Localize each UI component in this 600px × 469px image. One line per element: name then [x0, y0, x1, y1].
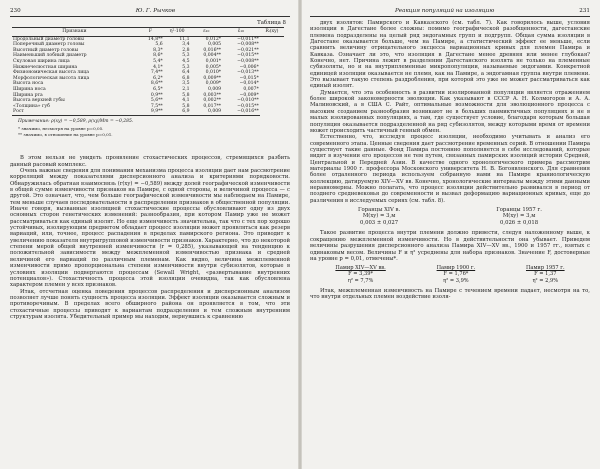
- paragraph: Естественно, что, исследуя процесс изоляции, необходимо учитывать и анализ его современного этапа. Ценные сведения дает рассмотрение временных серий. В отношении Памира существует такие данные. Фонд Памира постоянно пополняется в себе исследований, которые видят в изучении его процессов не тем путем, связанных памирских изоляций истории Средней, Центральной и Передней Азии. В качестве одного хронологического примера рассмотрим материалы 1900 г. профессора Московского университета Н. В. Богоявленского. Для сравнения более отдаленного периода используем собранную нами на Памире краниологическую коллекцию, датируемую XIV—XV вв. Конечно, хронологические интервалы между этими данными неравномерны. Можно полагать, что процесс изоляции действительно развивался в период от позднего средневековья до современности и вызвал деформацию вариационных кривых, еще до различения в исследуемых сериях (см. табл. 8).: [310, 134, 590, 204]
- comparison-value: F = 1,37: [534, 271, 557, 278]
- table-row: [12, 109, 284, 115]
- paragraph: Думается, что эта особенность в развитии изолированной популяции является отражением более широкой закономерности эволюции. Как указывают в СССР А. Н. Колмогоров и А. А. Малиновский, а в США С. Райт, оптимальные возможности для эволюционного процесса с высоким созданием разнообразия возникают не в больших панмиктичных популяциях и не в малых изолированных популяциях, а там, где существует условие, благодаря которым большая популяция оказывается подразделенной на ряд субизолятов, между которыми время от времени может происходить частичный генный обмен.: [310, 89, 590, 134]
- table-header-row: [12, 28, 284, 37]
- table-cell: 3,5: [182, 81, 190, 87]
- paragraph: Итак, отсчетная оценка поведения процессов распределения и дисперсионным анализом позволяет лучше понять сущность процесса изоляции. Эффект изоляции оказывается сложным и противоречивым. В пределах всего обширного района он проявляется в том, что эти стохастичные процессы приводят к вариантам подразделения и тем сложным внутренним структурам изолята. Убедительный пример мы находим, вернувшись к сравнению: [10, 288, 290, 320]
- comparison-value: M(xy) = 3,м: [362, 213, 396, 220]
- table-cell: −0,013**: [237, 70, 259, 76]
- table-cell: 7,5**: [150, 103, 163, 109]
- table-cell: −0,008**: [237, 58, 259, 64]
- comparison-value: F = 1,76*: [443, 271, 469, 278]
- table-cell: 2,1: [182, 86, 190, 92]
- table-cell: −0,009*: [239, 92, 259, 98]
- paragraph: Такое развитие процесса внутри племени должно привести, следуя наложенному выше, к сокращению межплеменной изменчивости. Но в действительности она убывает. Приведем величины разрушения дисперсионного анализа Памира XIV—XV вв., 1900 и 1957 гг., взятых с одинаковым весом. Величины F и η² усреднены для набора признаков. Значение F, достоверные на уровне p = 0,01, отмечены*.: [310, 230, 590, 262]
- table-cell: 0,009**: [203, 75, 222, 81]
- table-row-label: Нижнечелюстная ширина: [13, 64, 78, 70]
- table-cell: 0,003**: [203, 92, 222, 98]
- table-cell: 7,4**: [150, 70, 163, 76]
- table-cell: 5,4*: [153, 58, 163, 64]
- paragraph: В этом нельзя не увидеть проявление стохастических процессов, стремящихся разбить данный расовый комплекс.: [10, 155, 290, 168]
- table-cell: 6,8: [182, 75, 190, 81]
- comparison-label: Горанцы 1957 г.: [496, 206, 542, 213]
- table-footnote-2: ** значимо, в отношение на уровне p=0,01.: [18, 132, 113, 138]
- table-cell: 0,010*: [205, 70, 222, 76]
- table-cell: 0,9**: [150, 92, 163, 98]
- table-header-cell: F: [137, 28, 164, 37]
- table-row-label: Физиономическая высота лица: [13, 70, 89, 76]
- table-cell: 5,6**: [150, 98, 163, 104]
- table-cell: 11,1: [179, 36, 190, 42]
- table-cell: 5,3: [182, 64, 190, 70]
- comparison-value: M(xy) = 3,м: [502, 213, 536, 220]
- comparison-item: [496, 207, 542, 227]
- running-head-title: Реакция популяций на изоляцию: [395, 8, 495, 14]
- table-cell: −0,015**: [237, 103, 259, 109]
- table-body: [12, 36, 284, 115]
- table-row-label: Рост: [12, 109, 137, 115]
- table-header-cell: Rᵢ(xy): [260, 28, 284, 37]
- comparison-label: Памир 1900 г.: [436, 265, 476, 272]
- table-cell: 8,6**: [150, 81, 163, 87]
- running-header-left: [10, 8, 290, 17]
- table-cell: −0,021**: [237, 47, 259, 53]
- paragraph: Очень важные сведения для понимания механизма процесса изоляции дает нам рассмотрение корреляций между показателями дисперсионного анализа и критериями порядковости. Обнаружилась обратная взаимосвязь (r(xy) = −0,589) между долей географической изменчивости в общей сумме изменчивости признаков на Памире, с одной стороны, и величиной процесса — с другой. Это означает, что, чем больше географической изменчивости мы наблюдаем на Памире, тем меньше случаев последовательности в распределении признаков в общественной популяции. Иначе говоря, вызванные изоляцией стохастические процессы обусловливают одну из двух основных сторон генетических изменений: разнообразия, при котором Памир уже не может рассматриваться как единый изолят. Но еще изменчивость значительна, так что с тех пор хорошо устойчивых, изолирующим предметом обладает процесс изоляции может проявляться как резерв вариаций, или, точнее, процесс распадения в пределах памирского региона. Это приводит к увеличению показателя внутригрупповой изменчивости признаков. Характерно, что до некоторой степени мерой общей внутренней изменчивости (r = 0,285), указывающей на тенденцию к положительной зависимости между межплеменной изменчивостью признака и средней величиной его вариаций по различным племенам. Как видно, величина межплеменной изменчивости прямо пропорциональна степени изменчивости внутри субизолятов, которые в условиях изоляции подвергаются процессам (Sewall Wright, «развертывание внутренних потенциалов»). Стохастичность процесса этой изоляции очевидна, так как обусловлена характером племен у всех признаков.: [10, 168, 290, 289]
- table-cell: 0,004**: [203, 53, 222, 59]
- table-cell: 0,005*: [205, 64, 222, 70]
- comparison-value: 0,026 ± 0,018: [500, 219, 539, 226]
- page-number-right: 231: [579, 8, 590, 14]
- table-cell: 0,007*: [243, 86, 259, 92]
- table-cell: 0,001*: [205, 58, 222, 64]
- table-header-cell: ε̄₁₀: [222, 28, 260, 37]
- comparison-item: [437, 265, 476, 284]
- table-cell: 2,8: [182, 47, 190, 53]
- comparison-value: F = 3,39*: [348, 271, 374, 278]
- paragraph: двух изолятов: Памирского и Кавказского (см. табл. 7). Как говорилось выше, условия изоляции в Дагестане более сложны: помимо географической разобщенности, дагестанские племена подразделены на целый ряд эндогамных групп и подгрупп. Общая сумма изоляции в Дагестане оказывается больше, чем на Памире, а статистический эффект ее меньше, если сравнить величину отрицательного эксцесса вариационных кривых для племен Памира и Кавказа. Означает ли это, что изоляция в Дагестане менее древняя или менее глубокая? Конечно, нет. Причина лежит в разделении Дагестанского изолята не только на племенные субизоляты, но и на внутриплеменные микропопуляции, называемые эндогамии. Конкретной единицей изоляции оказывается не племя, как на Памире, а эндогамная группа внутри племени. Это вызывает такую степень раздробления, при которой это уже не может рассматриваться как единый изолят.: [310, 20, 590, 90]
- table-row-label: Высота верхней губы: [13, 98, 65, 104]
- table-cell: 0,002**: [203, 98, 222, 104]
- table-cell: 6,5*: [153, 86, 163, 92]
- table-cell: −0,010**: [237, 98, 259, 104]
- table-row-label: Морфологическая высота лица: [13, 75, 90, 81]
- table-cell: 0,017**: [203, 103, 222, 109]
- table-cell: −0,016**: [222, 109, 260, 115]
- page-number-left: 230: [10, 8, 21, 14]
- table-header-cell: ε₁₀: [191, 28, 223, 37]
- comparison-item: [526, 265, 565, 284]
- comparison-item: [335, 265, 385, 284]
- table-row-label: Высота носа: [13, 81, 44, 87]
- comparison-trio: [310, 265, 590, 284]
- data-table: [12, 27, 284, 116]
- table-row-label: «Толщина» губ: [13, 103, 50, 109]
- table-cell: 6,4: [182, 70, 190, 76]
- running-head-author: Ю. Г. Рычков: [135, 8, 175, 14]
- table-header-cell: Признаки: [12, 28, 137, 37]
- table-cell: −0,014*: [239, 81, 259, 87]
- comparison-label: Памир XIV—XV вв.: [335, 265, 386, 272]
- table-cell: 14,8**: [147, 36, 163, 42]
- table-note: Примечание: ρ(xy) = −0,589, ρ(xy)Mm = −0,285.: [18, 118, 134, 124]
- table-row-label: Наименьший лобный диаметр: [13, 53, 87, 59]
- comparison-item: [358, 207, 400, 227]
- table-row-label: Ширина носа: [13, 86, 46, 92]
- table-cell: 4,5: [182, 58, 190, 64]
- table-row-label: Поперечный диаметр головы: [13, 42, 85, 48]
- comparison-label: Памир 1957 г.: [525, 265, 565, 272]
- table-cell: 8,3*: [153, 47, 163, 53]
- comparison-label: Горанцы XIV в.: [358, 206, 401, 213]
- table-row-label: Высотный диаметр головы: [13, 47, 79, 53]
- table-cell: 0,005: [207, 42, 222, 48]
- table-cell: −0,015*: [239, 75, 259, 81]
- table-cell: 0,009: [207, 86, 222, 92]
- table-cell: 0,009*: [205, 81, 222, 87]
- table-cell: 6,9: [164, 109, 191, 115]
- comparison-value: 0,003 ± 0,027: [360, 219, 399, 226]
- table-cell: 8,6*: [153, 53, 163, 59]
- table-header-cell: η²·100: [164, 28, 191, 37]
- table-cell: −0,011**: [237, 36, 259, 42]
- table-cell: −0,008**: [237, 42, 259, 48]
- table-cell: 0,009: [191, 109, 223, 115]
- table-cell: 0,012*: [205, 36, 222, 42]
- comparison-value: η² = 3,9%: [443, 277, 469, 284]
- comparison-value: η² = 7,7%: [347, 277, 374, 284]
- table-cell: 3,4: [182, 42, 190, 48]
- table-caption: Таблица 8: [257, 20, 286, 26]
- table-cell: 4,1: [182, 98, 190, 104]
- table-row-label: Скуловая ширина лица: [13, 58, 70, 64]
- table-cell: −0,015**: [237, 53, 259, 59]
- table-row-label: Продольный диаметр головы: [13, 36, 84, 42]
- paragraph: Итак, межплеменная изменчивость на Памире с течением времени падает, несмотря на то, что внутри отдельных племен воздействие изоля-: [310, 288, 590, 301]
- table-cell: 5,8: [182, 103, 190, 109]
- right-page: [300, 0, 600, 469]
- comparison-value: η² = 2,9%: [532, 277, 559, 284]
- table-cell: 5,8: [182, 92, 190, 98]
- table-cell: 4,1*: [153, 64, 163, 70]
- table-cell: −0,006*: [239, 64, 259, 70]
- running-header-right: [310, 8, 590, 17]
- table-cell: 5,3: [182, 53, 190, 59]
- table-cell: 5,6: [155, 42, 163, 48]
- table-footnote-1: * значимо, несмотря на уровне p=0,05.: [18, 125, 104, 131]
- table-row-label: Ширина рта: [13, 92, 43, 98]
- table-cell: 0,016**: [203, 47, 222, 53]
- comparison-pair: [310, 207, 590, 227]
- table-cell: 9,9**: [137, 109, 164, 115]
- table-cell: 6,2*: [153, 75, 163, 81]
